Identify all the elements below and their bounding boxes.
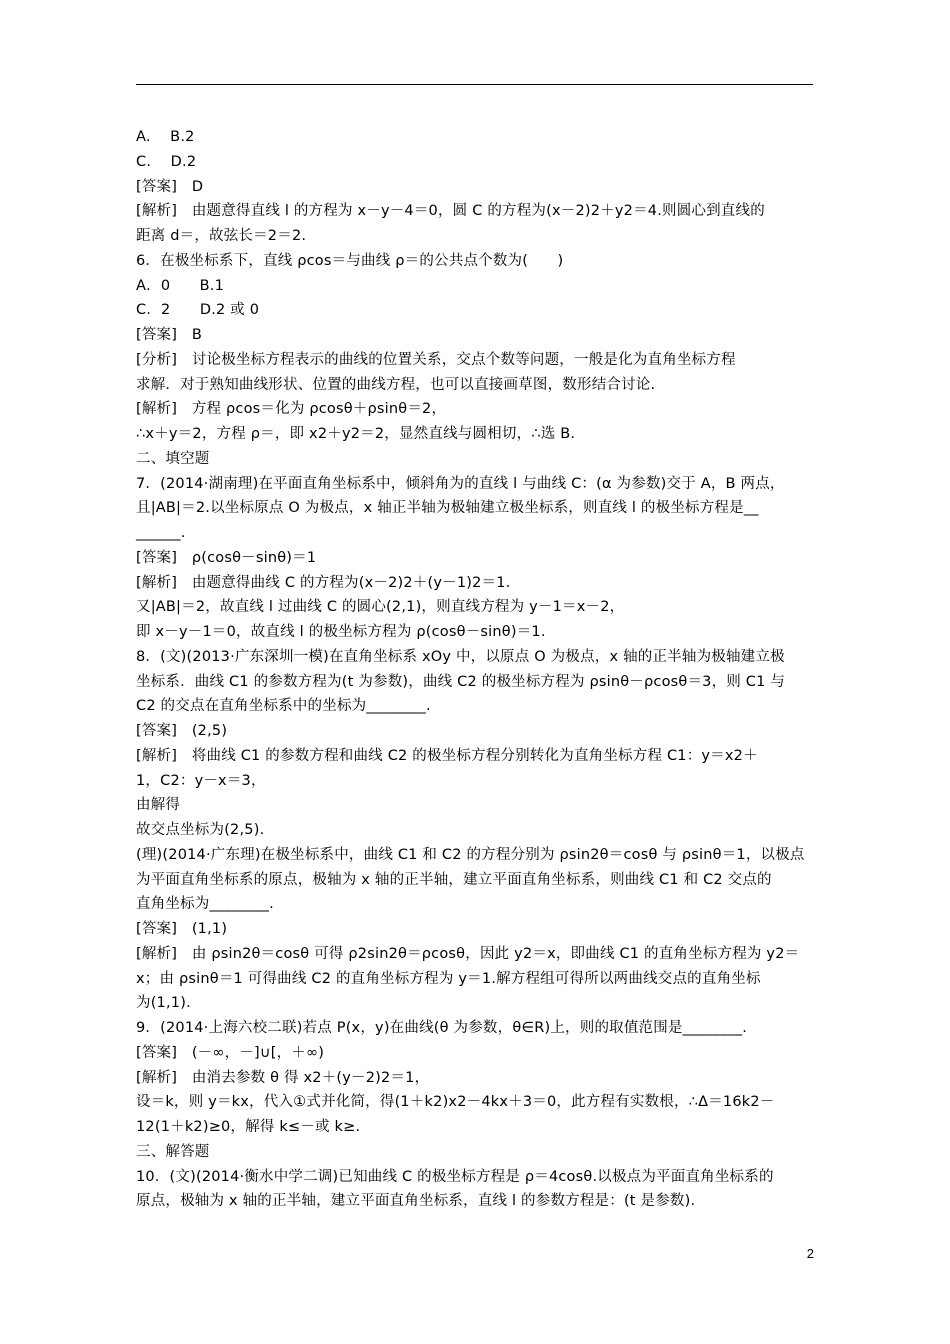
text-line: 设＝k，则 y＝kx，代入①式并化简，得(1＋k2)x2－4kx＋3＝0，此方程有实数根，∴Δ＝16k2－ (136, 1094, 775, 1111)
text-line: 故交点坐标为(2,5). (136, 822, 265, 838)
text-line: A．0 B.1 (136, 277, 225, 294)
text-line: C. D.2 (136, 153, 197, 170)
text-line: 6．在极坐标系下，直线 ρcos＝与曲线 ρ＝的公共点个数为( ) (136, 252, 564, 269)
text-line: 12(1＋k2)≥0，解得 k≤－或 k≥. (136, 1119, 361, 1135)
text-line: 距离 d＝，故弦长＝2＝2. (136, 228, 307, 244)
text-line: ______. (136, 525, 186, 541)
text-line: ∴x＋y＝2，方程 ρ＝，即 x2＋y2＝2，显然直线与圆相切，∴选 B. (136, 426, 576, 442)
text-line: 又|AB|＝2，故直线 l 过曲线 C 的圆心(2,1)，则直线方程为 y－1＝x－2， (136, 599, 625, 616)
text-line: 1，C2：y－x＝3， (136, 772, 266, 789)
text-line: 为平面直角坐标系的原点，极轴为 x 轴的正半轴，建立平面直角坐标系，则曲线 C1 和 C2 交点的 (136, 871, 772, 888)
text-line: [答案] (2,5) (136, 723, 228, 739)
page-number: 2 (806, 1246, 814, 1261)
text-line: [答案] D (136, 178, 204, 195)
text-line: 由解得 (136, 797, 181, 814)
text-line: 三、解答题 (136, 1143, 210, 1160)
text-line: 7．(2014·湖南理)在平面直角坐标系中，倾斜角为的直线 l 与曲线 C：(α 为参数)交于 A，B 两点， (136, 475, 785, 492)
text-line: 且|AB|＝2.以坐标原点 O 为极点，x 轴正半轴为极轴建立极坐标系，则直线 l 的极坐标方程是__ (136, 500, 759, 517)
text-line: x；由 ρsinθ＝1 可得曲线 C2 的直角坐标方程为 y＝1.解方程组可得所以两曲线交点的直角坐标 (136, 970, 761, 987)
text-line: C．2 D.2 或 0 (136, 302, 260, 319)
text-line: [解析] 将曲线 C1 的参数方程和曲线 C2 的极坐标方程分别转化为直角坐标方程 C1：y＝x2＋ (136, 747, 758, 764)
text-line: [解析] 方程 ρcos＝化为 ρcosθ＋ρsinθ＝2， (136, 401, 447, 418)
text-line: [解析] 由 ρsin2θ＝cosθ 可得 ρ2sin2θ＝ρcosθ，因此 y2＝x，即曲线 C1 的直角坐标方程为 y2＝ (136, 945, 800, 962)
text-line: [解析] 由题意得曲线 C 的方程为(x－2)2＋(y－1)2＝1. (136, 574, 511, 591)
text-line: 8．(文)(2013·广东深圳一模)在直角坐标系 xOy 中，以原点 O 为极点，x 轴的正半轴为极轴建立极 (136, 648, 785, 665)
text-line: [解析] 由题意得直线 l 的方程为 x－y－4＝0，圆 C 的方程为(x－2)2＋y2＝4.则圆心到直线的 (136, 203, 765, 220)
text-line: 求解．对于熟知曲线形状、位置的曲线方程，也可以直接画草图，数形结合讨论. (136, 376, 656, 393)
text-line: [分析] 讨论极坐标方程表示的曲线的位置关系，交点个数等问题，一般是化为直角坐标方程 (136, 351, 736, 368)
document-body (136, 125, 816, 1214)
header-rule (136, 84, 813, 85)
text-line: 10．(文)(2014·衡水中学二调)已知曲线 C 的极坐标方程是 ρ＝4cosθ.以极点为平面直角坐标系的 (136, 1168, 774, 1185)
text-line: 即 x－y－1＝0，故直线 l 的极坐标方程为 ρ(cosθ－sinθ)＝1. (136, 624, 546, 640)
text-line: 二、填空题 (136, 450, 210, 467)
text-line: [答案] (1,1) (136, 921, 228, 937)
text-line: C2 的交点在直角坐标系中的坐标为________. (136, 698, 431, 715)
text-line: 为(1,1). (136, 995, 191, 1012)
text-line: 原点，极轴为 x 轴的正半轴，建立平面直角坐标系，直线 l 的参数方程是：(t 是参数). (136, 1193, 696, 1210)
text-line: [解析] 由消去参数 θ 得 x2＋(y－2)2＝1， (136, 1069, 430, 1086)
text-line: [答案] (－∞，－]∪[，＋∞) (136, 1044, 325, 1061)
text-line: 直角坐标为________. (136, 896, 274, 913)
text-line: [答案] B (136, 327, 202, 343)
text-line: (理)(2014·广东理)在极坐标系中，曲线 C1 和 C2 的方程分别为 ρsin2θ＝cosθ 与 ρsinθ＝1，以极点 (136, 846, 805, 863)
text-line: 坐标系．曲线 C1 的参数方程为(t 为参数)，曲线 C2 的极坐标方程为 ρsinθ－ρcosθ＝3，则 C1 与 (136, 673, 786, 690)
text-line: A. B.2 (136, 129, 195, 145)
text-line: 9．(2014·上海六校二联)若点 P(x，y)在曲线(θ 为参数，θ∈R)上，则的取值范围是________. (136, 1020, 748, 1036)
text-line: [答案] ρ(cosθ－sinθ)＝1 (136, 549, 317, 566)
